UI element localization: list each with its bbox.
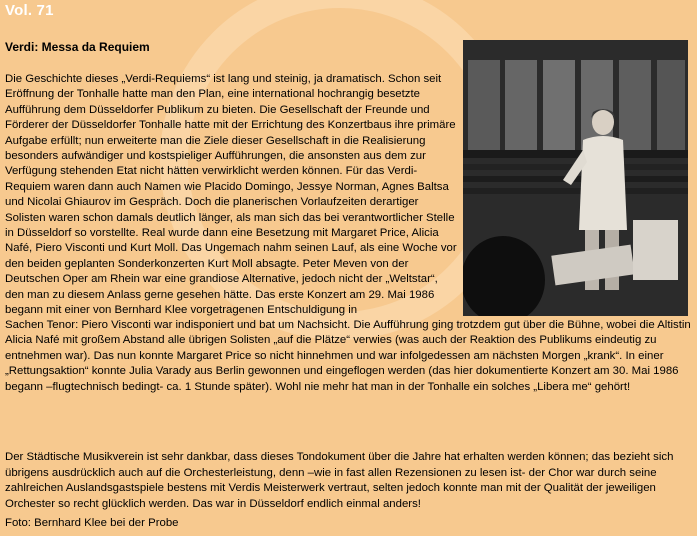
volume-label: Vol. 71 — [5, 2, 54, 19]
photo-caption: Foto: Bernhard Klee bei der Probe — [5, 517, 179, 529]
rehearsal-photo-image — [463, 40, 688, 316]
article-paragraph-2 — [5, 439, 693, 523]
article-paragraph-1-bottom — [5, 318, 693, 395]
article-text-2: Der Städtische Musikverein ist sehr dankbar, dass dieses Tondokument über die Jahre hat erhalten werden können; das bezieht sich übrigens ausdrücklich auch auf die Orchesterleistung, denn –wie in fast allen Rezensionen zu lesen ist- der Chor war durch seine zahlreichen Auslandsgastspiele bestens mit Verdis Meisterwerk vertraut, selten jedoch konnte man mit der Qualität der jeweiligen Orchester so recht glücklich werden. Das war in Düsseldorf endlich einmal anders! — [5, 451, 674, 510]
conductor-photo — [463, 40, 688, 316]
page-title: Verdi: Messa da Requiem — [5, 40, 150, 54]
article-paragraph-1-top — [5, 72, 460, 319]
article-text-top: Die Geschichte dieses „Verdi-Requiems“ ist lang und steinig, ja dramatisch. Schon seit Eröffnung der Tonhalle hatte man den Plan, eine international hochrangig besetzte Aufführung dem Düsseldorfer Publikum zu bieten. Die Gesellschaft der Freunde und Förderer der Düsseldorfer Tonhalle hatte mit der Errichtung des Konzertbaus ihre primäre Aufgabe erfüllt; nun erweiterte man die Ziele dieser Gesellschaft in die Realisierung besonders aufwändiger und kostspieliger Aufführungen, die ansonsten aus dem zur Verfügung stehenden Etat nicht hätten verwirklicht werden können. Für das Verdi-Requiem waren dann auch Namen wie Placido Domingo, Jessye Norman, Agnes Baltsa und Nicolai Ghiaurov im Gespräch. Doch die planerischen Vorlaufzeiten derartiger Solisten waren schon damals deutlich länger, als man sich das bei verantwortlicher Stelle in Düsseldorf so vorstellte. Real wurde dann eine Besetzung mit Margaret Price, Alicia Nafé, Piero Visconti und Kurt Moll. Das Ungemach nahm seinen Lauf, als eine Woche vor den beiden geplanten Sonderkonzerten Kurt Moll absagte. Peter Meven von der Deutschen Oper am Rhein war eine grandiose Alternative, jedoch nicht der „Weltstar“, den man zu diesem Anlass gerne gesehen hätte. Das erste Konzert am 29. Mai 1986 begann mit einer von Bernhard Klee vorgetragenen Entschuldigung in — [5, 73, 457, 317]
article-text-bottom: Sachen Tenor: Piero Visconti war indisponiert und bat um Nachsicht. Die Aufführung ging trotzdem gut über die Bühne, wobei die Altistin Alicia Nafé mit großem Abstand alle übrigen Solisten „auf die Plätze“ verwies (was auch der Reaktion des Publikums eindeutig zu entnehmen war). Das nun konnte Margaret Price so nicht hinnehmen und war infolgedessen am nächsten Morgen „krank“. In einer „Rettungsaktion“ konnte Julia Varady aus Berlin gewonnen und eingeflogen werden (das hier dokumentierte Konzert am 30. Mai 1986 begann –flugtechnisch bedingt- ca. 1 Stunde später). Wohl nie mehr hat man in der Tonhalle ein solches „Libera me“ gehört! — [5, 319, 691, 393]
